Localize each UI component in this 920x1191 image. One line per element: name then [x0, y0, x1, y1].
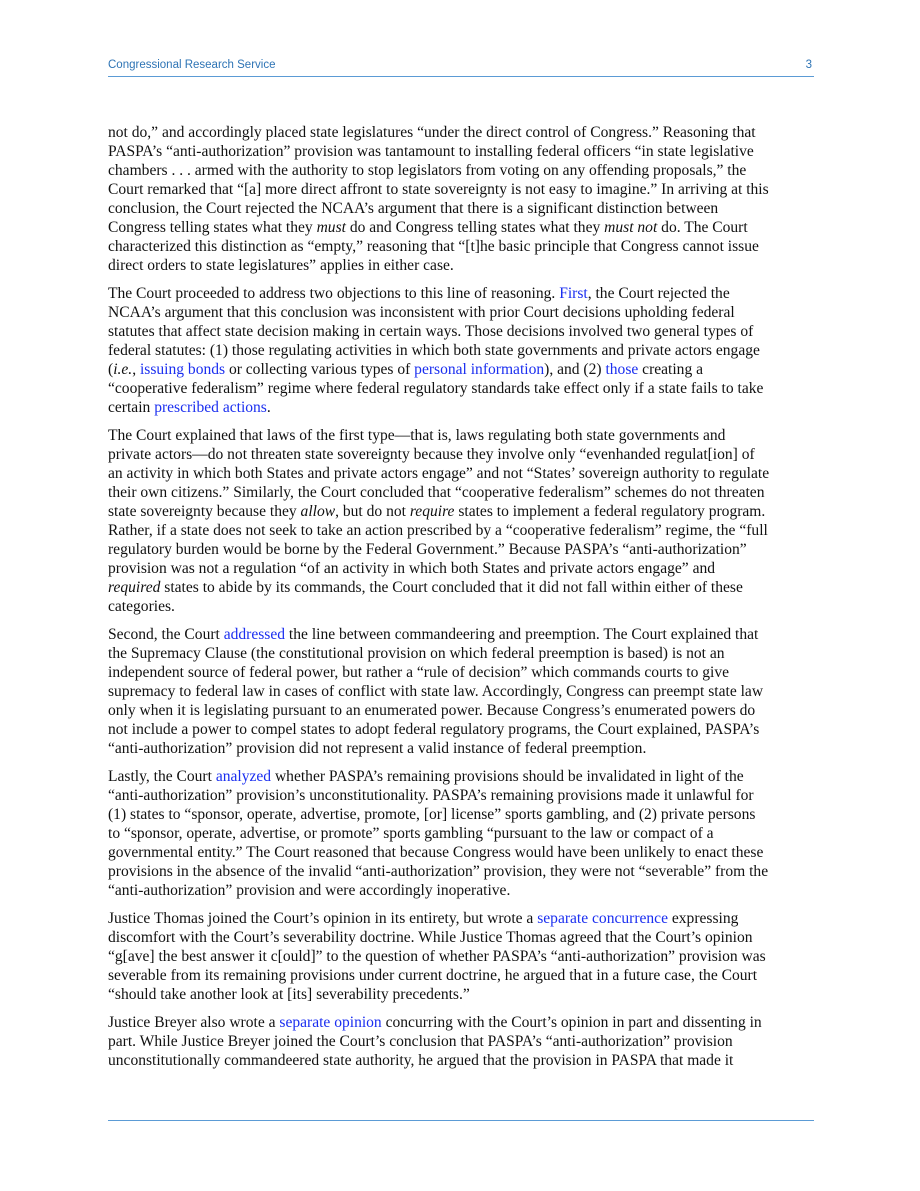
link-personal-information[interactable]: personal information — [414, 361, 545, 379]
text-line: “anti-authorization” provision’s unconstitutionality. PASPA’s remaining provisions made it unlawful for — [108, 786, 754, 804]
text-line: private actors—do not threaten state sovereignty because they involve only “evenhanded regulat[ion] of — [108, 445, 755, 463]
text-line — [108, 398, 814, 417]
text-line: Court remarked that “[a] more direct affront to state sovereignty is not easy to imagine.” In arriving at this — [108, 181, 769, 199]
link-those[interactable]: those — [605, 361, 639, 379]
emphasis-require: require — [409, 503, 455, 521]
text-line: “anti-authorization” provision and were accordingly inoperative. — [108, 882, 511, 900]
link-first[interactable]: First — [559, 284, 588, 302]
text-line: NCAA’s argument that this conclusion was inconsistent with prior Court decisions upholding federal — [108, 304, 735, 322]
text-line: independent source of federal power, but rather a “rule of decision” which commands courts to give — [108, 664, 730, 682]
text-line: not include a power to compel states to adopt federal regulatory programs, the Court explained, PASPA’s — [108, 721, 760, 739]
text-line: (1) states to “sponsor, operate, advertise, promote, [or] license” sports gambling, and (2) private persons — [108, 805, 756, 823]
footer-divider — [108, 1120, 814, 1121]
text-run: Lastly, the Court — [108, 767, 216, 785]
emphasis-ie: i.e. — [113, 361, 133, 379]
text-line: part. While Justice Breyer joined the Court’s conclusion that PASPA’s “anti-authorization” provision — [108, 1032, 733, 1050]
text-line: The Court explained that laws of the first type—that is, laws regulating both state governments and — [108, 426, 726, 444]
text-run: . — [266, 399, 271, 417]
link-separate-opinion[interactable]: separate opinion — [279, 1013, 382, 1031]
text-line — [108, 578, 814, 597]
text-line — [108, 360, 814, 379]
text-line — [108, 625, 814, 644]
text-run: whether PASPA’s remaining provisions should be invalidated in light of the — [271, 767, 744, 785]
text-line: regulatory burden would be borne by the Federal Government.” Because PASPA’s “anti-authorization” — [108, 541, 747, 559]
text-line — [108, 218, 814, 237]
text-line: categories. — [108, 598, 175, 616]
text-run: the line between commandeering and preemption. The Court explained that — [285, 625, 759, 643]
paragraph-1 — [108, 123, 814, 275]
emphasis-must-not: must not — [604, 219, 658, 237]
paragraph-2 — [108, 284, 814, 417]
paragraph-6 — [108, 909, 814, 1004]
text-run: ( — [108, 361, 114, 379]
text-line: discomfort with the Court’s severability doctrine. While Justice Thomas agreed that the Court’s opinion — [108, 928, 753, 946]
text-line — [108, 502, 814, 521]
link-analyzed[interactable]: analyzed — [215, 767, 272, 785]
text-run: Second, the Court — [108, 625, 224, 643]
paragraph-7 — [108, 1013, 814, 1070]
paragraph-5 — [108, 767, 814, 900]
text-run: , but do not — [335, 503, 410, 521]
paragraph-4 — [108, 625, 814, 758]
text-line: PASPA’s “anti-authorization” provision was tantamount to installing federal officers “in state legislative — [108, 143, 754, 161]
emphasis-must: must — [316, 219, 346, 237]
text-line: Rather, if a state does not seek to take an action prescribed by a “cooperative federalism” regime, the “full — [108, 522, 768, 540]
text-line: their own citizens.” Similarly, the Court concluded that “cooperative federalism” schemes do not threaten — [108, 484, 765, 502]
text-line: provisions in the absence of the invalid “anti-authorization” provision, they were not “severable” from the — [108, 863, 769, 881]
header-source: Congressional Research Service — [108, 59, 276, 71]
text-line: severable from its remaining provisions under current doctrine, he argued that in a future case, the Court — [108, 966, 758, 984]
text-run: expressing — [667, 909, 739, 927]
text-line: federal statutes: (1) those regulating activities in which both state governments and private actors engage — [108, 342, 760, 360]
text-run: Congress telling states what they — [108, 219, 317, 237]
text-run: The Court proceeded to address two objections to this line of reasoning. — [108, 284, 560, 302]
text-line: “g[ave] the best answer it c[ould]” to the question of whether PASPA’s “anti-authorization” provision was — [108, 947, 766, 965]
text-run: concurring with the Court’s opinion in part and dissenting in — [381, 1013, 762, 1031]
text-line: governmental entity.” The Court reasoned that because Congress would have been unlikely to enact these — [108, 844, 764, 862]
link-separate-concurrence[interactable]: separate concurrence — [537, 909, 668, 927]
page-header — [108, 56, 814, 77]
text-line: only when it is legislating pursuant to an enumerated power. Because Congress’s enumerated powers do — [108, 702, 756, 720]
text-line: statutes that affect state decision making in certain ways. Those decisions involved two general types of — [108, 323, 754, 341]
paragraph-3 — [108, 426, 814, 616]
text-line: supremacy to federal law in cases of conflict with state law. Accordingly, Congress can preempt state law — [108, 683, 764, 701]
text-line: unconstitutionally commandeered state authority, he argued that the provision in PASPA that made it — [108, 1051, 734, 1069]
text-line: characterized this distinction as “empty,” reasoning that “[t]he basic principle that Congress cannot issue — [108, 238, 759, 256]
text-line: to “sponsor, operate, advertise, or promote” sports gambling “pursuant to the law or compact of a — [108, 825, 714, 843]
text-run: Justice Thomas joined the Court’s opinion in its entirety, but wrote a — [108, 909, 538, 927]
text-line: “cooperative federalism” regime where federal regulatory standards take effect only if a state fails to take — [108, 380, 764, 398]
text-run: states to abide by its commands, the Court concluded that it did not fall within either of these — [160, 579, 743, 597]
link-issuing-bonds[interactable]: issuing bonds — [139, 361, 226, 379]
text-run: states to implement a federal regulatory program. — [454, 503, 766, 521]
text-run: or collecting various types of — [225, 361, 415, 379]
text-run: state sovereignty because they — [108, 503, 301, 521]
text-line: “should take another look at [its] severability precedents.” — [108, 985, 470, 1003]
text-line: provision was not a regulation “of an activity in which both States and private actors engage” and — [108, 560, 716, 578]
text-line — [108, 909, 814, 928]
text-run: certain — [108, 399, 155, 417]
link-prescribed-actions[interactable]: prescribed actions — [154, 399, 267, 417]
text-line: an activity in which both States and private actors engage” and not “States’ sovereign authority to regulate — [108, 464, 770, 482]
text-run: do. The Court — [657, 219, 748, 237]
emphasis-allow: allow — [300, 503, 336, 521]
text-run: Justice Breyer also wrote a — [108, 1013, 280, 1031]
emphasis-required: required — [108, 579, 161, 597]
text-line: “anti-authorization” provision did not represent a valid instance of federal preemption. — [108, 740, 647, 758]
text-line — [108, 767, 814, 786]
text-run: , the Court rejected the — [587, 284, 730, 302]
text-line: chambers . . . armed with the authority to stop legislators from voting on any offending proposals,” the — [108, 162, 747, 180]
text-run: do and Congress telling states what they — [345, 219, 605, 237]
document-body — [108, 123, 814, 1078]
text-line: not do,” and accordingly placed state legislatures “under the direct control of Congress.” Reasoning that — [108, 124, 756, 141]
text-line: conclusion, the Court rejected the NCAA’s argument that there is a significant distinction between — [108, 200, 719, 218]
text-line: direct orders to state legislatures” applies in either case. — [108, 257, 454, 275]
text-run: , — [132, 361, 140, 379]
text-line — [108, 1013, 814, 1032]
page-number: 3 — [805, 59, 812, 71]
text-run: ), and (2) — [544, 361, 606, 379]
text-line — [108, 284, 814, 303]
link-addressed[interactable]: addressed — [223, 625, 286, 643]
text-run: creating a — [638, 361, 704, 379]
text-line: the Supremacy Clause (the constitutional provision on which federal preemption is based) is not an — [108, 645, 725, 662]
